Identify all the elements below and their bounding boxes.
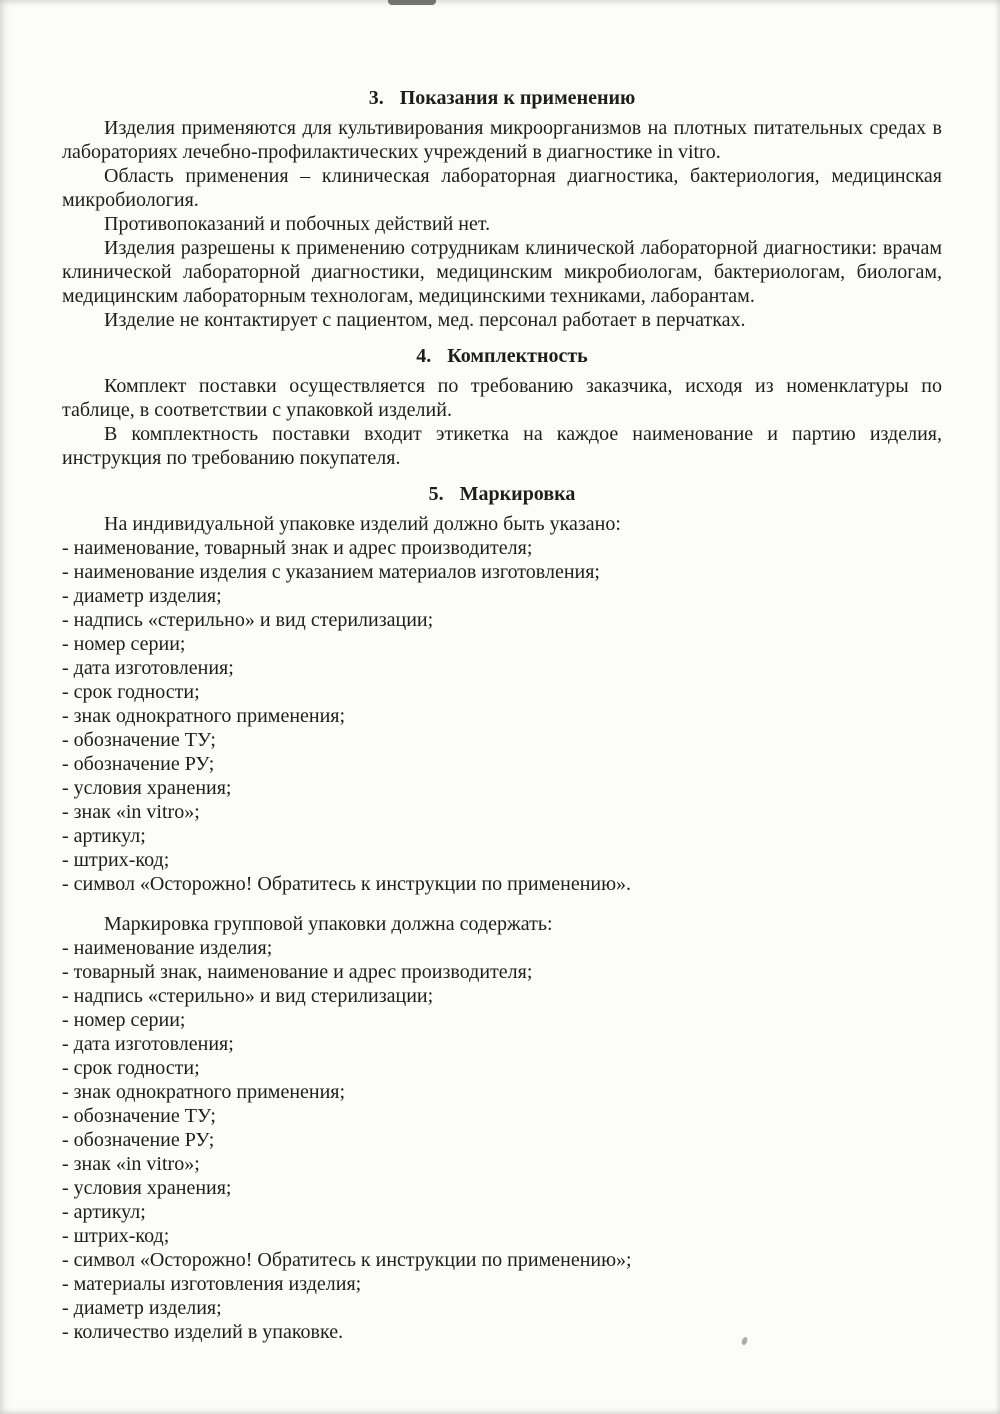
list-item: - условия хранения; [62,1177,232,1199]
section-heading [62,86,942,110]
list-item: - количество изделий в упаковке. [62,1321,344,1343]
section-number: 3. [368,87,384,109]
section-title: Комплектность [447,345,588,367]
list-item: - надпись «стерильно» и вид стерилизации; [62,985,434,1007]
list-item: - артикул; [62,1201,146,1223]
paragraph: Изделие не контактирует с пациентом, мед. персонал работает в перчатках. [104,309,746,331]
section-heading [62,482,942,506]
list-item: - материалы изготовления изделия; [62,1273,362,1295]
list-item: - диаметр изделия; [62,585,222,607]
list-item: - условия хранения; [62,777,232,799]
list-item: - обозначение РУ; [62,753,215,775]
list-item: - наименование изделия; [62,937,273,959]
list-item: - наименование изделия с указанием материалов изготовления; [62,561,600,583]
list-item: - символ «Осторожно! Обратитесь к инструкции по применению»; [62,1249,632,1271]
paragraph: В комплектность поставки входит этикетка на каждое наименование и партию изделия, инструкция по требованию покупателя. [62,423,942,469]
list-item: - срок годности; [62,681,200,703]
marking-list [62,936,942,1344]
section-number: 5. [428,483,444,505]
paragraph: Маркировка групповой упаковки должна содержать: [104,913,553,935]
list-item: - срок годности; [62,1057,200,1079]
paragraph: Изделия разрешены к применению сотрудникам клинической лабораторной диагностики: врачам клинической лабораторной диагностики, медицинским микробиологам, бактериологам, биологам, медицинским лабораторным технологам, медицинскими техниками, лаборантам. [62,237,942,307]
list-item: - знак «in vitro»; [62,1153,200,1175]
document-content [62,86,942,1344]
section-title: Показания к применению [399,87,636,109]
list-item: - штрих-код; [62,849,170,871]
section-title: Маркировка [459,483,576,505]
list-item: - дата изготовления; [62,1033,234,1055]
paragraph: Противопоказаний и побочных действий нет. [104,213,491,235]
list-item: - штрих-код; [62,1225,170,1247]
list-item: - артикул; [62,825,146,847]
section-heading [62,344,942,368]
scan-artifact-bottom [741,1336,748,1345]
paragraph: Изделия применяются для культивирования микроорганизмов на плотных питательных средах в лабораториях лечебно-профилактических учреждений в диагностике in vitro. [62,117,942,163]
list-item: - знак однократного применения; [62,1081,346,1103]
list-item: - знак однократного применения; [62,705,346,727]
list-item: - знак «in vitro»; [62,801,200,823]
list-item: - диаметр изделия; [62,1297,222,1319]
list-item: - номер серии; [62,633,186,655]
paragraph: Комплект поставки осуществляется по требованию заказчика, исходя из номенклатуры по таблице, в соответствии с упаковкой изделий. [62,375,942,421]
list-item: - наименование, товарный знак и адрес производителя; [62,537,533,559]
paragraph: Область применения – клиническая лабораторная диагностика, бактериология, медицинская микробиология. [62,165,942,211]
list-item: - дата изготовления; [62,657,234,679]
list-item: - товарный знак, наименование и адрес производителя; [62,961,533,983]
list-item: - обозначение ТУ; [62,729,216,751]
paragraph: На индивидуальной упаковке изделий должно быть указано: [104,513,621,535]
list-item: - обозначение ТУ; [62,1105,216,1127]
section-number: 4. [416,345,432,367]
list-item: - надпись «стерильно» и вид стерилизации; [62,609,434,631]
scan-artifact-top [388,0,436,5]
list-item: - номер серии; [62,1009,186,1031]
list-item: - символ «Осторожно! Обратитесь к инструкции по применению». [62,873,632,895]
marking-list [62,536,942,896]
list-item: - обозначение РУ; [62,1129,215,1151]
